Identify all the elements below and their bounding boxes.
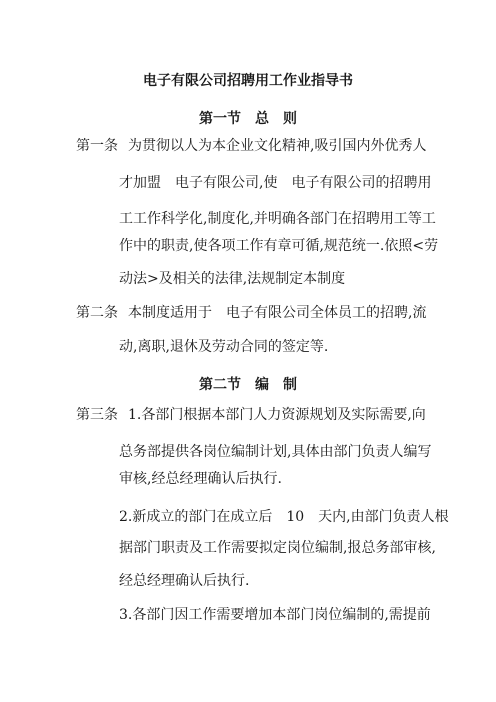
article-3-label: 第三条: [76, 407, 118, 423]
article-2-first-line: [76, 304, 426, 322]
article-3-item-1-line-3: 审核,经总经理确认后执行.: [119, 471, 282, 487]
article-1-label: 第一条: [76, 138, 118, 154]
article-1-first-line: [76, 137, 426, 155]
article-3-first-line: [76, 406, 426, 424]
article-3-item-2-line-3: 经总经理确认后执行.: [119, 573, 250, 589]
article-2-label: 第二条: [76, 305, 118, 321]
article-1-line-5: 动法>及相关的法律,法规制定本制度: [119, 271, 346, 287]
article-1-line-3: 工工作科学化,制度化,并明确各部门在招聘用工等工: [119, 211, 436, 227]
article-2-line-2: 动,离职,退休及劳动合同的签定等.: [119, 339, 329, 355]
article-3-item-2-line-1: 2.新成立的部门在成立后 10 天内,由部门负责人根: [119, 509, 449, 525]
section-2-title: 第二节 编 制: [199, 377, 297, 393]
article-1-line-4: 作中的职责,使各项工作有章可循,规范统一.依照<劳: [119, 238, 439, 254]
article-3-item-1-line-1: 1.各部门根据本部门人力资源规划及实际需要,向: [128, 407, 426, 423]
document-title: 电子有限公司招聘用工作业指导书: [143, 73, 353, 89]
article-3-item-2-line-2: 据部门职责及工作需要拟定岗位编制,报总务部审核,: [119, 540, 436, 556]
article-2-line-1: 本制度适用于 电子有限公司全体员工的招聘,流: [128, 305, 427, 321]
section-1-title: 第一节 总 则: [199, 111, 297, 127]
article-3-item-3-line-1: 3.各部门因工作需要增加本部门岗位编制的,需提前: [119, 607, 431, 623]
article-3-item-1-line-2: 总务部提供各岗位编制计划,具体由部门负责人编写: [119, 444, 432, 460]
article-1-line-2: 才加盟 电子有限公司,使 电子有限公司的招聘用: [119, 175, 432, 191]
article-1-line-1: 为贯彻以人为本企业文化精神,吸引国内外优秀人: [128, 138, 427, 154]
